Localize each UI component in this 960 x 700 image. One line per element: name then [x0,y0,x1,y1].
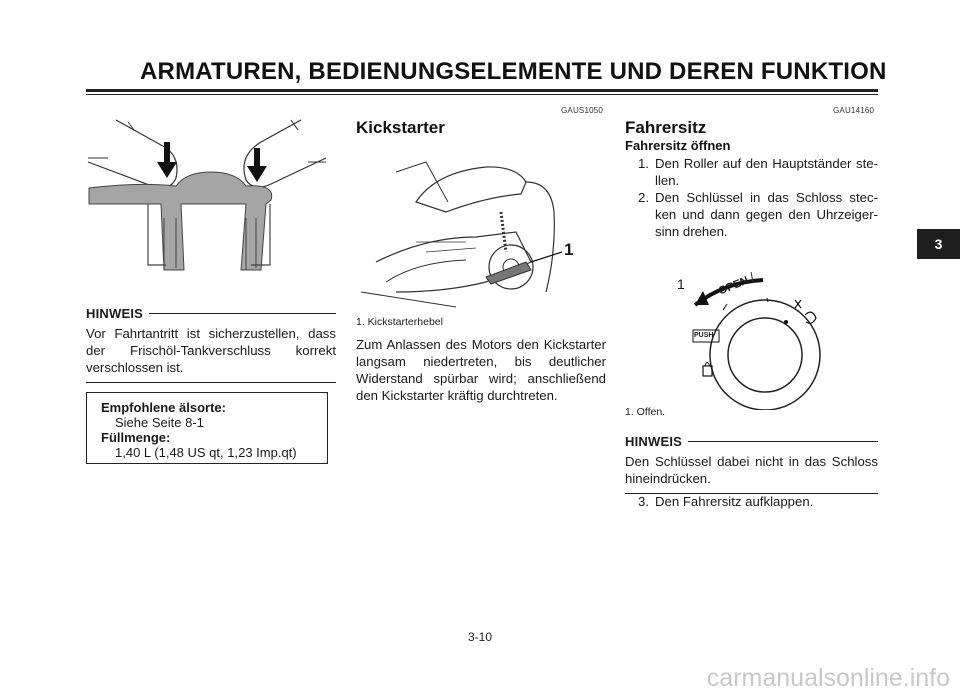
section-code: GAUS1050 [561,106,604,115]
note-block [86,306,336,383]
body-text: Zum Anlassen des Motors den Kickstarter langsam niedertreten, bis deutlicher Widerstand spürbar wird; anschließend den Kickstarter kräftig durchtreten. [356,337,606,403]
step-text: Den Schlüssel in das Schloss stec-ken und dann gegen den Uhrzeiger-sinn drehen. [655,190,878,239]
chapter-tab: 3 [917,229,960,259]
oil-type-value: Siehe Seite 8-1 [115,415,204,430]
header-rule [86,89,878,92]
note-block [625,434,878,494]
note-text: Vor Fahrtantritt ist sicherzustellen, dass der Frischöl-Tankverschluss korrekt verschlossen ist. [86,326,336,375]
oil-type-label: Empfohlene älsorte: [101,400,226,415]
section-code: GAU14160 [833,106,875,115]
figure-caption: 1. Kickstarterhebel [356,316,443,328]
capacity-value: 1,40 L (1,48 US qt, 1,23 Imp.qt) [115,445,297,460]
step-item [625,155,878,189]
lock-open-label: OPEN [716,274,751,298]
section-title: Kickstarter [356,118,445,137]
seat-lock-illustration [655,260,855,410]
step-number: 2. [638,190,649,205]
note-rule [688,441,878,442]
capacity-label: Füllmenge: [101,430,171,445]
page-number: 3-10 [467,630,493,644]
step-item [625,189,878,240]
section-title: Fahrersitz [625,118,707,137]
page-header-title: ARMATUREN, BEDIENUNGSELEMENTE UND DEREN FUNKTION [140,58,887,85]
lock-push-label: PUSH [694,332,714,339]
step-number: 1. [638,156,649,171]
callout-number: 1 [564,240,574,259]
scooter-illustration [356,142,606,312]
note-rule [149,313,336,314]
note-label: HINWEIS [86,306,144,321]
step-number: 3. [638,494,649,509]
steps-list [625,155,878,240]
step-item [625,493,878,510]
spec-box [86,392,328,464]
step-text: Den Fahrersitz aufklappen. [655,494,814,509]
steps-list-continued [625,493,878,510]
step-text: Den Roller auf den Hauptständer ste-llen. [655,156,878,188]
oil-cap-illustration [86,100,336,300]
watermark: carmanualsonline.info [706,664,950,692]
note-text: Den Schlüssel dabei nicht in das Schloss hineindrücken. [625,454,878,486]
callout-number: 1 [677,276,685,292]
note-end-rule [86,382,336,383]
figure-caption: 1. Offen. [625,406,666,418]
header-rule-thin [86,94,878,95]
section-subtitle: Fahrersitz öffnen [625,138,731,153]
note-label: HINWEIS [625,434,683,449]
